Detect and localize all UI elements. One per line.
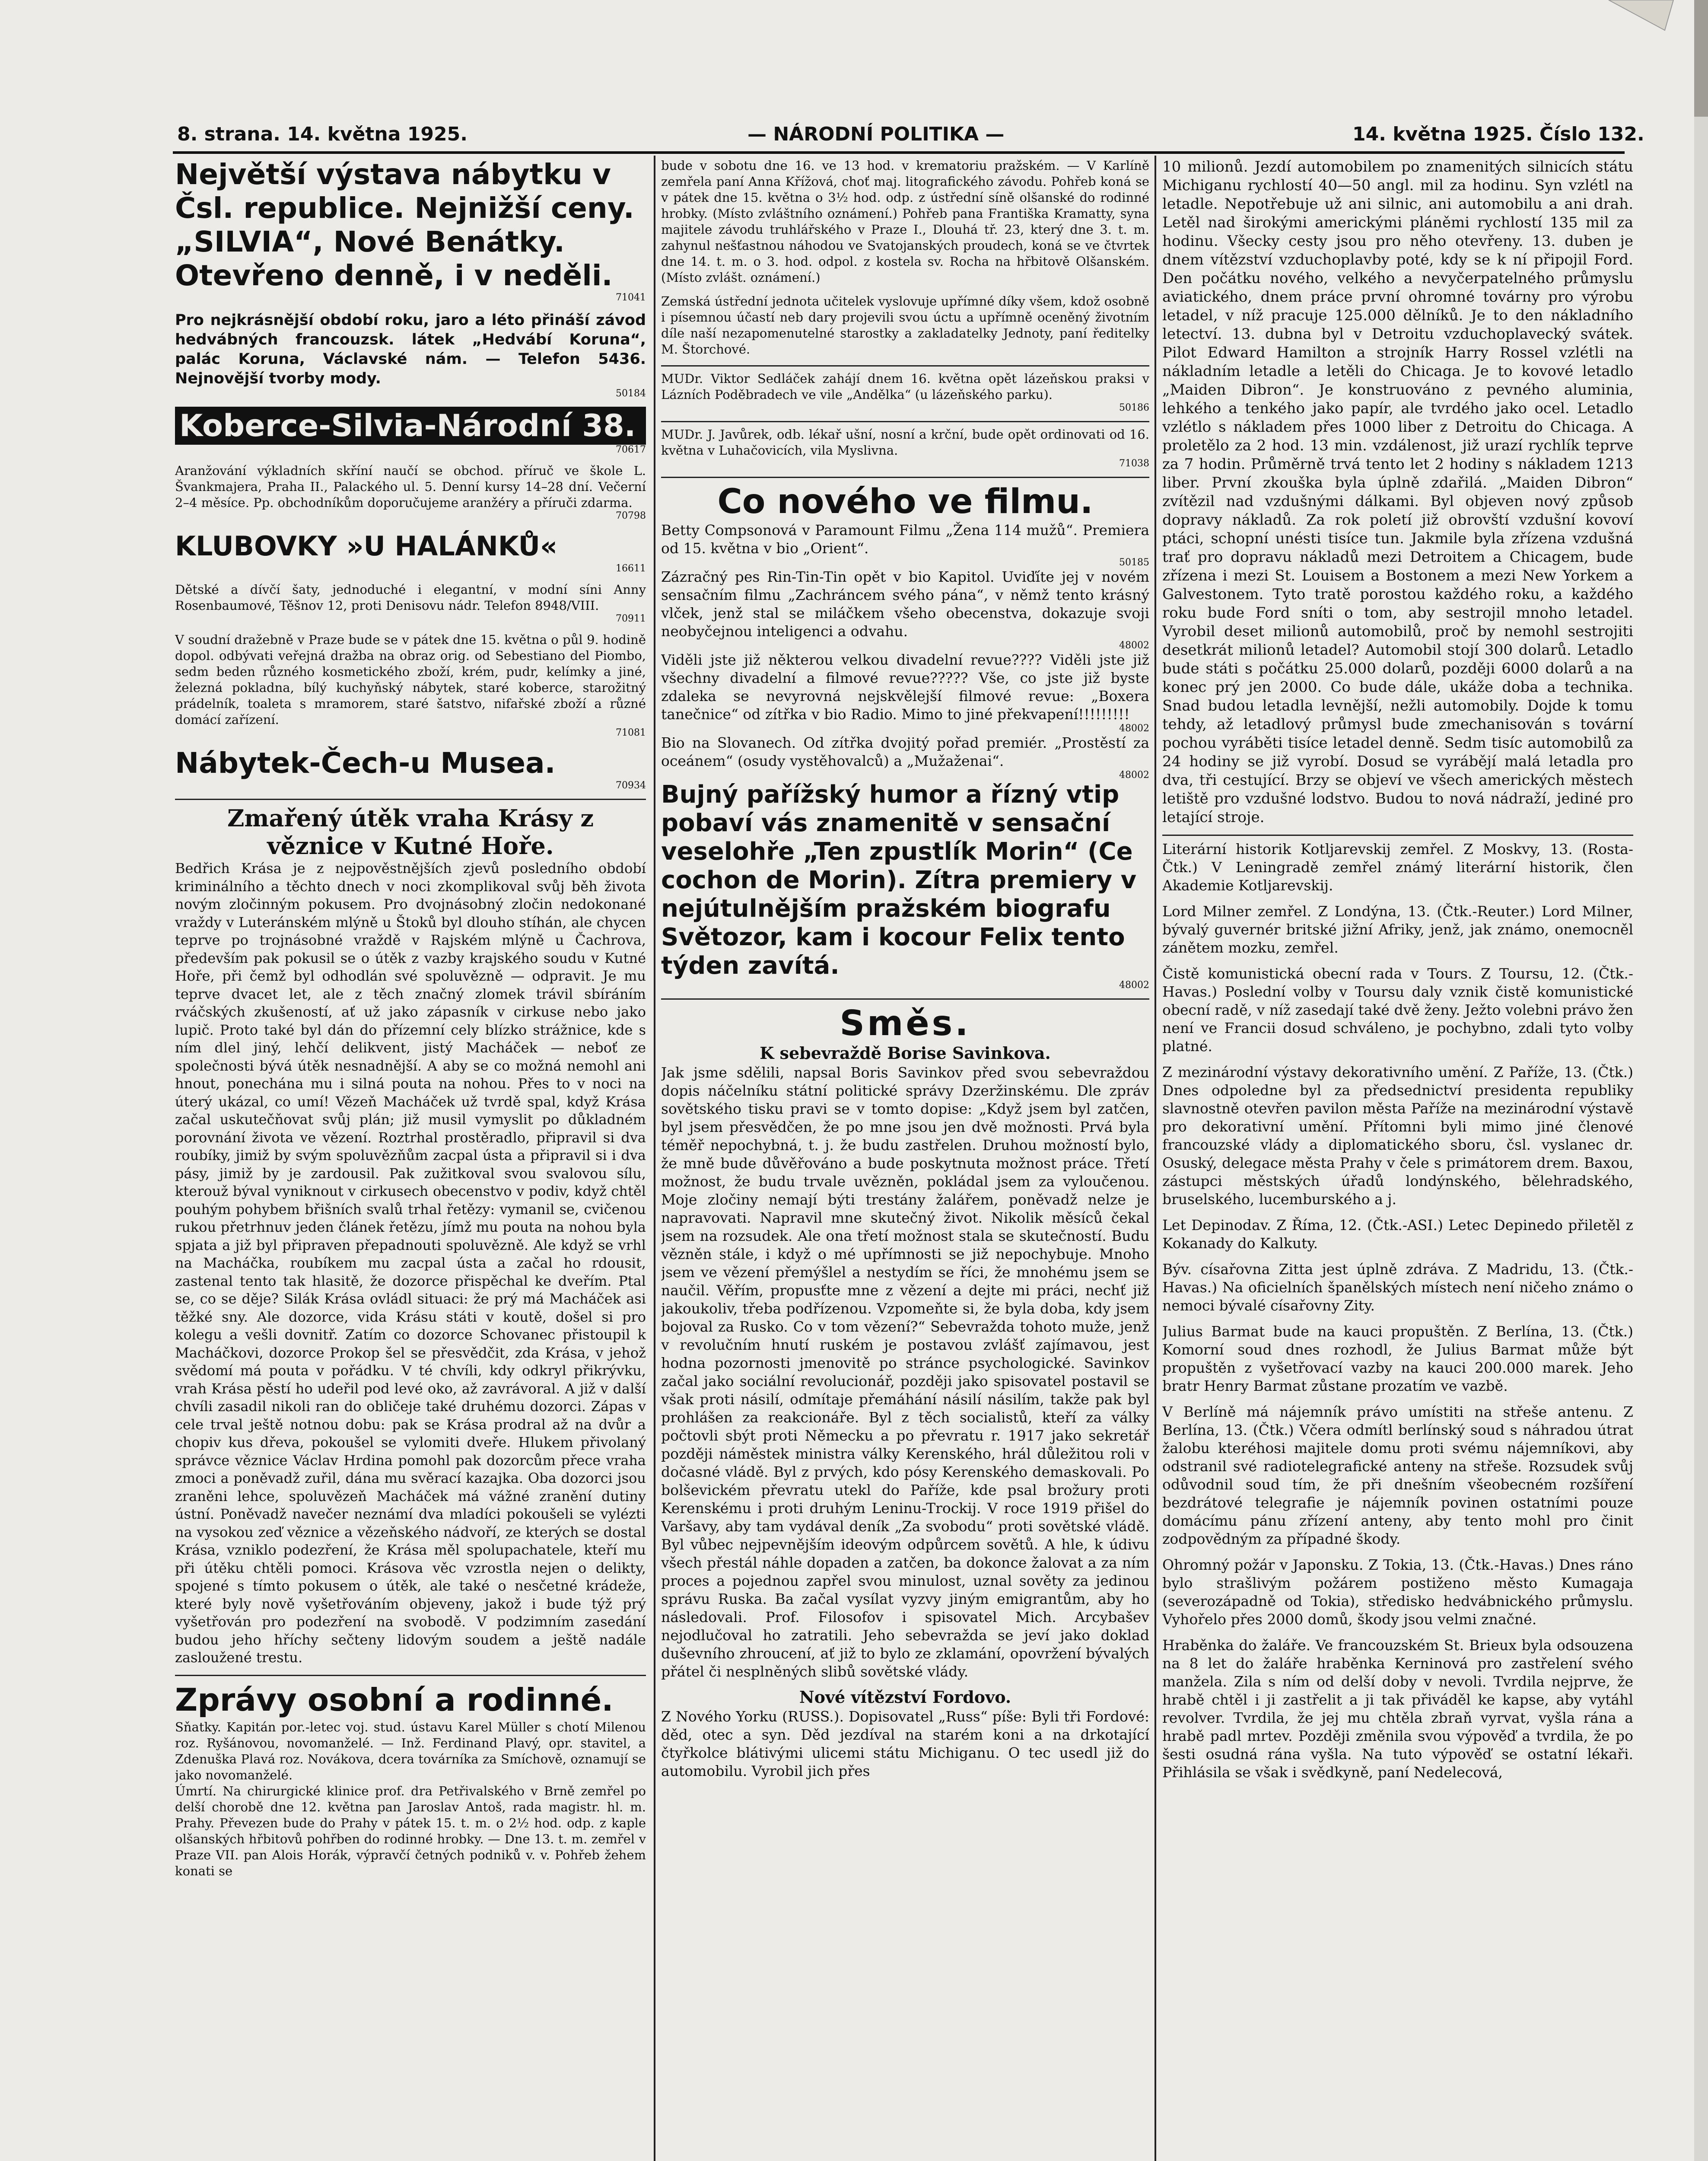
article-body: Z Nového Yorku (RUSS.). Dopisovatel „Russ“ píše: Byli tři Fordové: děd, otec a syn. Děd jezdíval na starém koni a na drkotající čtyřkolce blátivými ulicemi státu Michiganu. O tec usedl již do automobilu. Vyrobil jich přes <box>661 1708 1149 1779</box>
section-rule <box>661 998 1149 1000</box>
obituaries-continued <box>661 158 1149 286</box>
column-2 <box>661 158 1149 2161</box>
article-ford-continued <box>1162 158 1633 827</box>
ad-klubovky <box>175 529 646 574</box>
news-tours <box>1162 965 1633 1055</box>
section-heading: Co nového ve filmu. <box>717 482 1093 521</box>
news-text: Čistě komunistická obecní rada v Tours. Z Toursu, 12. (Čtk.-Havas.) Poslední volby v Toursu daly vznik čistě komunistické obecní radě, v níž zasedají také dvě ženy. Ježto volebni právo žen není ve Francii dosud schváleno, je pochybno, zdali tyto volby platné. <box>1162 965 1633 1055</box>
ad-silvia <box>175 158 646 303</box>
section-rule <box>175 799 646 800</box>
ad-code: 50185 <box>1119 557 1149 568</box>
article-headline: Zmařený útěk vraha Krásy z věznice v Kutné Hoře. <box>227 804 594 860</box>
news-text: Hraběnka do žaláře. Ve francouzském St. Brieux byla odsouzena na 8 let do žaláře hraběnka Kerninová pro zastřelení svého manžela. Zila s ním od delší doby v nevoli. Tvrdila nejprve, že hrabě chtěl i ji zastřelit a ji tak přiváděl ke kapse, aby vytáhl revolver. Tvrdila, že jej mu chtěla zbraň vyrvat, vyšla rána a hrabě padl mrtev. Později změnila svou výpověď a tvrdila, že po šesti osudná rána vyšla. Na tuto výpověď se ostatní lékaři. Přihlásila se však i svědkyně, paní Nedelecová, <box>1162 1637 1633 1781</box>
ad-drazebna <box>175 632 646 738</box>
folded-corner <box>1600 0 1682 52</box>
news-zita <box>1162 1260 1633 1315</box>
news-depinedo <box>1162 1216 1633 1253</box>
header-page-date: 8. strana. 14. května 1925. <box>177 123 468 145</box>
column-1 <box>175 158 646 2161</box>
column-divider-1 <box>654 156 655 2161</box>
ad-sedlacek <box>661 371 1149 413</box>
ad-code: 50186 <box>1119 402 1149 413</box>
news-text: Lord Milner zemřel. Z Londýna, 13. (Čtk.-Reuter.) Lord Milner, bývalý guvernér britské jižní Afriky, jenž, jak známo, onemocněl zánětem mozku, zemřel. <box>1162 903 1633 956</box>
ad-aranzovani-text: Aranžování výkladních skříní naučí se obchod. příruč ve škole L. Švankmajera, Praha II., Palackého ul. 5. Denní kursy 14–28 dní. Večerní 2–4 měsíce. Pp. obchodníkům doporučujeme aranžéry a příruči zdarma. <box>175 463 646 510</box>
news-text: V Berlíně má nájemník právo umístiti na střeše antenu. Z Berlína, 13. (Čtk.) Včera odmítl berlínský soud s náhradou útrat žalobu kteréhosi majitele domu proti svému nájemníkovi, aby odstranil své radiotelegrafické anteny na střeše. Rozsudek svůj odůvodnil soud tím, že při dnešním všeobecném rozšíření bezdrátové telegrafie je nájemník povinen ostatními pouze domácímu pánu zřízení anteny, aby tento mohl pro činit zodpovědným za případné škody. <box>1162 1403 1633 1547</box>
ad-code: 48002 <box>1119 770 1149 781</box>
page-edge-strip <box>1694 117 1708 2161</box>
section-rule <box>661 477 1149 478</box>
ad-code: 16611 <box>616 563 646 574</box>
film-bujny-humor: Bujný pařížský humor a řízný vtip pobaví vás znamenitě v sensační veselohře „Ten zpustlík Morin“ (Ce cochon de Morin). Zítra premiery v nejútulnějším pražském biografu Světozor, kam i kocour Felix tento týden zavítá. <box>661 781 1137 980</box>
ad-koruna <box>175 311 646 399</box>
notice-satky: Sňatky. Kapitán por.-letec voj. stud. ústavu Karel Müller s chotí Milenou roz. Ryšánovou, novomanželé. — Inž. Ferdinand Plavý, opr. stavitel, a Zdenuška Plavá roz. Novákova, dcera továrníka za Smíchově, oznamují se jako novomanželé. <box>175 1719 646 1782</box>
section-rule <box>175 1675 646 1676</box>
ad-nabytek-cech-text: Nábytek-Čech-u Musea. <box>175 746 556 780</box>
article-body: Bedřich Krása je z nejpověstnějších zjevů posledního období kriminálního a těchto dnech v noci zkomplikoval svůj běh života novým zločinným pokusem. Pro dvojnásobný zločin nedokonané vraždy v Luteránském mlýně u Štoků byl dlouho stíhán, ale chycen teprve po trojnásobné vraždě v Rajském mlýně u Čachrova, především pak pokusil se o útěk z vazby krajského soudu v Kutné Hoře, při čemž byl odhodlán své spoluvězně — odpravit. Je mu teprve dvacet let, ale z těch značný zlomek trávil sbíráním rváčských zkušeností, ať už jako zápasník v cirkuse nebo jako lupič. Proto také byl dán do přízemní cely blízko strážnice, kde s ním dlel jiný, lehčí delikvent, jistý Macháček — neboť ze společnosti bývá útěk nesnadnější. A aby se co možná nemohl ani hnout, ponechána mu i silná pouta na nohou. Přes to v noci na úterý ukázal, co umí! Vězeň Macháček už tvrdě spal, když Krása začal uskutečňovat svůj plán; již musil vymyslit po důkladném porovnání života ve vězení. Roztrhal prostěradlo, připravil si dva roubíky, jimiž by svým spoluvězňům zacpal ústa a připravil si i dva pásy, jimiž by je zardousil. Pak zužitkoval svou svalovou sílu, kterouž býval vyniknout v cirkusech obecenstvo v podiv, když chtěl pouhým pohybem břišních svalů trhal řetězy: vymanil se, cvičenou rukou přetrhnuv jeden článek řetězu, jímž mu pouta na nohou byla spjata a již byl připraven přepadnouti spoluvězně. Ale když se vrhl na Macháčka, roubíkem mu zacpal ústa a začal ho rdousit, zastenal tento tak hlasitě, že dozorce přispěchal ke dveřím. Ptal se, co se děje? Silák Krása ovládl situaci: že prý má Macháček asi těžké sny. Ale dozorce, vida Krásu státi v koutě, došel si pro kolegu a vešli dovnitř. Zatím co dozorce Schovanec přistoupil k Macháčkovi, dozorce Prokop šel se přesvědčit, zda Krása, v jehož svědomí má pouta v pořádku. V té chvíli, kdy odkryl přikrývku, vrah Krása pěstí ho udeřil pod levé oko, až zavrávoral. A již v další chvíli zasadil nikoli ran do obličeje také druhému dozorci. Zápas v cele trval ještě notnou dobu: pak se Krása prodral až na dvůr a chopiv kus dřeva, pokoušel se vylomiti dveře. Hlukem přivolaný správce věznice Václav Hrdina pomohl pak dozorcům přece vraha zmoci a poněvadž zuřil, dána mu svěrací kazajka. Oba dozorci jsou zraněni lehce, spoluvězeň Macháček má vážné zranění dutiny ústní. Poněvadž navečer neznámí dva mladíci pokoušeli se vylézti na vysokou zeď věznice a vězeňského nádvoří, ze kterých se dostal Krása, vzniklo podezření, že Krása měl spolupachatele, kteří mu při útěku chtěli pomoci. Krásova věc vzrostla nejen o delikty, spojené s tímto pokusem o útěk, ale také o nesčetné krádeže, které byly nově vyšetřováním objeveny, jakož i bude týž prý vyšetřován pro podezření na svobodě. V podzimním zasedání budou jeho hříchy sečteny lidovým soudem a ještě nadále zasloužené trestu. <box>175 860 646 1666</box>
news-hrabenka <box>1162 1636 1633 1782</box>
section-heading: Směs. <box>840 1003 971 1043</box>
section-rule <box>1162 835 1633 836</box>
section-rule <box>661 365 1149 367</box>
news-text: Let Depinodav. Z Říma, 12. (Čtk.-ASI.) Letec Depinedo přiletěl z Kokanady do Kalkuty. <box>1162 1217 1633 1252</box>
news-text: Býv. císařovna Zitta jest úplně zdráva. Z Madridu, 13. (Čtk.-Havas.) Na oficielních španělských místech není ničeho známo o nemoci bývalé císařovny Zity. <box>1162 1261 1633 1314</box>
article-body: 10 milionů. Jezdí automobilem po znamenitých silnicích státu Michiganu rychlostí 40—50 angl. mil za hodinu. Syn vzlétl na letadle. Nepotřebuje už ani silnic, ani automobilu a ani drah. Letěl nad širokými americkými pláněmi rychlostí 135 mil za hodinu. Všecky cesty jsou pro něho otevřeny. 13. duben je dnem vítězství vzduchoplavby poté, kdy se k ní připojil Ford. Den počátku nového, velkého a nevyčerpatelného průmyslu aviatického, dnem práce první ohromné továrny pro výrobu letadel, v níž pracuje 125.000 dělníků. Je to den nákladního letectví. 13. dubna byl v Detroitu vzduchoplavecký svátek. Pilot Edward Hamilton a strojník Harry Rossel vzlétli na nákladním letadle a letěli do Chicaga. Je to kovové letadlo „Maiden Dibron“. Je konstruováno z pevného aluminia, lehkého a tenkého jako papír, ale tvrdého jako ocel. Letadlo vzlétlo s nákladem přes 1000 liber z Detroitu do Chicaga. A proletělo za 2 hod. 13 min. vzdálenost, již urazí rychlík teprve za 7 hodin. Průměrně trvá tento let 2 hodiny s nákladem 1213 liber. První zkouška byla úplně zdařilá. „Maiden Dibron“ zvítězil nad vzdušnými dálkami. Byl objeven nový způsob dopravy nákladů. Za rok poletí již obrovští vzdušní kovoví ptáci, schopní unésti tisíce tun. Jakmile byla zřízena vzdušná trať pro dopravu nákladů mezi Detroitem a Chicagem, bude zřízena i mezi St. Louisem a Bostonem a mezi New Yorkem a Galvestonem. Tyto tratě porostou každého roku, a každého roku bude Ford sníti o tom, aby sestrojil mnoho letadel. Vyrobil deset milionů automobilů, proč by nemohl sestrojiti desetkrát milionů letadel? Automobil stojí 300 dolarů. Letadlo bude státi s počátku 25.000 dolarů, později 6000 dolarů a na konec prý jen 2000. Co bude dále, ukáže doba a technika. Snad budou letadla levnější, nežli automobily. Dojde k tomu tehdy, až letadlový průmysl bude zmechanisován s tovární pochou vyráběti tisíce letadel denně. Sedm tisíc automobilů za 24 hodiny se již vyrobí. Dosud se vyrábějí malá letadla pro dva, tři cestující. Brzy se objeví ve všech amerických městech letiště pro vzdušné lodstvo. Budou to nová nádraží, jediné pro letající stroje. <box>1162 158 1633 826</box>
ad-koberce <box>175 407 646 455</box>
ad-code: 48002 <box>1119 980 1149 991</box>
ad-javurek-text: MUDr. J. Javůrek, odb. lékař ušní, nosní a krční, bude opět ordinovati od 16. května v Luhačovicích, vila Myslivna. <box>661 427 1149 458</box>
ad-aranzovani <box>175 463 646 521</box>
page-header <box>177 123 1644 149</box>
ad-code: 70934 <box>616 780 646 791</box>
film-slovanech: Bio na Slovanech. Od zítřka dvojitý pořad premiér. „Prostěstí za oceánem“ (osudy vystěhovalců) a „Mužaženai“. <box>661 734 1149 769</box>
ad-koruna-text: Pro nejkrásnější období roku, jaro a léto přináší závod hedvábných francouzsk. látek „Hedvábí Koruna“, palác Koruna, Václavské nám. — Telefon 5436. Nejnovější tvorby mody. <box>175 312 646 387</box>
news-japonsko <box>1162 1556 1633 1629</box>
ad-javurek <box>661 427 1149 469</box>
ad-code: 48002 <box>1119 640 1149 651</box>
header-rule <box>173 151 1625 154</box>
article-headline: K sebevraždě Borise Savinkova. <box>760 1043 1051 1063</box>
news-text: Literární historik Kotljarevskij zemřel. Z Moskvy, 13. (Rosta-Čtk.) V Leningradě zemřel známý literární historik, člen Akademie Kotljarevskij. <box>1162 841 1633 894</box>
section-zpravy-osobni <box>175 1680 646 1879</box>
section-film <box>661 482 1149 991</box>
ad-code: 70798 <box>616 510 646 521</box>
news-antena <box>1162 1403 1633 1548</box>
header-masthead: — NÁRODNÍ POLITIKA — <box>747 123 1005 145</box>
obituaries-text: bude v sobotu dne 16. ve 13 hod. v krematoriu pražském. — V Karlíně zemřela paní Anna Křížová, choť maj. litografického závodu. Pohřeb koná se v pátek dne 15. května o 3½ hod. odp. z ústřední síně olšanské do rodinné hrobky. (Místo zvláštního oznámení.) Pohřeb pana Františka Kramatty, syna majitele závodu truhlářského v Praze I., Dlouhá tř. 23, který dne 3. t. m. zahynul nešťastnou náhodou ve Svatojanských proudech, koná se ve čtvrtek dne 14. t. m. o 3. hod. odpol. z kostela sv. Rocha na hřbitově Olšanském. (Místo zvlášt. oznámení.) <box>661 158 1149 285</box>
section-rule <box>661 421 1149 422</box>
article-headline: Nové vítězství Fordovo. <box>799 1687 1011 1707</box>
news-kotljarevskij <box>1162 840 1633 895</box>
notice-umrti: Úmrtí. Na chirurgické klinice prof. dra Petřivalského v Brně zemřel po delší chorobě dne 12. května pan Jaroslav Antoš, rada magistr. hl. m. Prahy. Převezen bude do Prahy v pátek 15. t. m. o 2½ hod. odp. z kaple olšanských hřbitovů pohřben do rodinné hrobky. — Dne 13. t. m. zemřel v Praze VII. pan Alois Horák, výpravčí četných podniků v. v. Pohřeb žehem konati se <box>175 1783 646 1878</box>
film-compson: Betty Compsonová v Paramount Filmu „Žena 114 mužů“. Premiera od 15. května v bio „Orient“. <box>661 522 1149 557</box>
notice-jednota-text: Zemská ústřední jednota učitelek vyslovuje upřímné díky všem, kdož osobně i písemnou účastí neb dary projevili svou úctu a upřímně oceněný životním díle naší nezapomenutelné starostky a zakladatelky Jednoty, paní ředitelky M. Štorchové. <box>661 294 1149 357</box>
page-edge-dark <box>1694 0 1708 117</box>
ad-sedlacek-text: MUDr. Viktor Sedláček zahájí dnem 16. května opět lázeňskou praksi v Lázních Poděbradech ve vile „Andělka“ (u lázeňského parku). <box>661 371 1149 402</box>
news-text: Julius Barmat bude na kauci propuštěn. Z Berlína, 13. (Čtk.) Komorní soud dnes rozhodl, že Julius Barmat může být propuštěn z vyšetřovací vazby na kauci 200.000 marek. Jeho bratr Henry Barmat zůstane prozatím ve vazbě. <box>1162 1323 1633 1394</box>
ad-detske-saty-text: Dětské a dívčí šaty, jednoduché i elegantní, v modní síni Anny Rosenbaumové, Těšnov 12, proti Denisovu nádr. Telefon 8948/VIII. <box>175 582 646 613</box>
ad-koberce-text: Koberce-Silvia-Národní 38. <box>175 407 646 445</box>
ad-silvia-text: Největší výstava nábytku v Čsl. republice. Nejnižší ceny. „SILVIA“, Nové Benátky. Otevřeno denně, i v neděli. <box>175 158 634 292</box>
ad-detske-saty <box>175 582 646 624</box>
ad-drazebna-text: V soudní dražebně v Praze bude se v pátek dne 15. května o půl 9. hodině dopol. odbývati veřejná dražba na obraz orig. od Sebestiano del Piombo, sedm beden různého kosmetického zboží, krém, pudr, kelímky a jiné, železná pokladna, bílý kuchyňský nábytek, staré koberce, starožitný prádelník, toaleta s mramorem, staré šatstvo, nifařské zboží a různé domácí zařízení. <box>175 632 646 727</box>
ad-code: 71041 <box>616 292 646 303</box>
ad-code: 70911 <box>616 613 646 624</box>
notice-jednota-ucitelek <box>661 293 1149 357</box>
ad-code: 71081 <box>616 727 646 738</box>
news-text: Z mezinárodní výstavy dekorativního umění. Z Paříže, 13. (Čtk.) Dnes odpoledne byl za předsednictví presidenta republiky slavnostně otevřen pavilon města Paříže na mezinárodní výstavě pro dekorativní umění. Přítomni byli mimo jiné členové francouzské vlády a diplomatického sboru, čsl. vyslanec dr. Osuský, delegace města Prahy v čele s primátorem drem. Baxou, zástupci městských úřadů londýnského, bělehradského, bruselského, lucemburského a j. <box>1162 1064 1633 1208</box>
section-heading: Zprávy osobní a rodinné. <box>175 1681 614 1718</box>
ad-nabytek-cech <box>175 746 646 791</box>
article-body: Jak jsme sdělili, napsal Boris Savinkov před svou sebevraždou dopis náčelníku státní politické správy Dzeržinskému. Dle zpráv sovětského tisku pravi se v tomto dopise: „Když jsem byl zatčen, byl jsem přesvědčen, že po mne jsou jen dvě možnosti. Prvá byla téměř nepochybná, t. j. že budu zastřelen. Druhou možností bylo, že mně bude důvěřováno a bude poskytnuta možnost práce. Třetí možnost, že budu trvale uvězněn, pokládal jsem za vyloučenou. Moje zločiny nemají býti trestány žalářem, poněvadž nelze je napravovati. Napravil mne skutečný život. Nikolik měsíců čekal jsem na rozsudek. Ale ona třetí možnost stala se skutečností. Budu vězněn stále, i když o mé upřímnosti se již nepochybuje. Mnoho jsem ve vězení přemýšlel a nestydím se říci, že mnohému jsem se naučil. Věřím, propusťte mne z vězení a dejte mi práci, nechť již jakoukoliv, třeba podřízenou. Vzpomeňte si, že byla doba, kdy jsem bojoval za Rusko. Co v tom vězení?“ Sebevražda tohoto muže, jenž v revolučním hnutí ruském je postavou zvlášť zajímavou, jest hodna pozornosti jmenovitě po stránce psychologické. Savinkov začal jako sociální revolucionář, později jako spisovatel postavil se však proti násilí, odmítaje přemáhání násilí násilím, takže pak byl prohlášen za reakcionáře. Byl z těch socialistů, kteří za války počtovli sbýt proti Německu a po převratu r. 1917 jako sekretář později náměstek ministra války Kerenského, hrál důležitou roli v dočasné vládě. Byl z prvých, kdo pósy Kerenského demaskovali. Po bolševickém převratu utekl do Paříže, kde psal brožury proti Kerenskému i proti druhým Leninu-Trockij. V roce 1919 přišel do Varšavy, aby tam vydával deník „Za svobodu“ proti sovětské vládě. Byl vůbec nejpevnějším ideovým odpůrcem sovětů. A hle, k údivu všech přestál náhle dopaden a zatčen, ba dokonce žalovat a za ním proces a pojednou zapřel svou minulost, uznal sověty za jedinou správu Ruska. Ba začal vysílat vyzvy jiným emigrantům, aby ho následovali. Prof. Filosofov i spisovatel Mich. Arcybašev nejodlučoval ho zatratili. Jeho sebevražda se jeví jako doklad duševního zhroucení, ať již to bylo ze zklamání, opovržení bývalých přátel či nesplněných slibů sovětské vlády. <box>661 1064 1149 1680</box>
ad-klubovky-text: KLUBOVKY »U HALÁNKŮ« <box>175 530 558 562</box>
ad-code: 70617 <box>616 444 646 455</box>
news-vystava <box>1162 1063 1633 1208</box>
column-3 <box>1162 158 1633 2161</box>
ad-code: 48002 <box>1119 723 1149 734</box>
ad-code: 71038 <box>1119 458 1149 469</box>
film-rintintin: Zázračný pes Rin-Tin-Tin opět v bio Kapitol. Uviďíte jej v novém sensačním filmu „Zachráncem svého pána“, v němž tento krásný vlček, jenž stal se miláčkem všeho obecenstva, dokazuje svoji neobyčejnou inteligenci a odvahu. <box>661 568 1149 640</box>
header-issue-number: 14. května 1925. Číslo 132. <box>1352 123 1644 145</box>
column-divider-2 <box>1155 156 1156 2161</box>
article-zmareny-utek <box>175 804 646 1667</box>
ad-code: 50184 <box>616 388 646 399</box>
news-text: Ohromný požár v Japonsku. Z Tokia, 13. (Čtk.-Havas.) Dnes ráno bylo strašlivým požárem postiženo město Kumagaja (severozápadně od Tokia), středisko hedvábnického průmyslu. Vyhořelo přes 2000 domů, škody jsou velmi značné. <box>1162 1556 1633 1628</box>
news-milner <box>1162 902 1633 957</box>
section-smes <box>661 1004 1149 1780</box>
news-barmat <box>1162 1323 1633 1395</box>
film-revue: Viděli jste již některou velkou divadelní revue???? Viděli jste již všechny divadelní a filmové revue????? Vše, co jste již byste zdaleka se nevyrovná nejskvělejší filmové revue: „Boxera tanečnice“ od zítřka v bio Radio. Mimo to jiné překvapení!!!!!!!!! <box>661 651 1149 723</box>
